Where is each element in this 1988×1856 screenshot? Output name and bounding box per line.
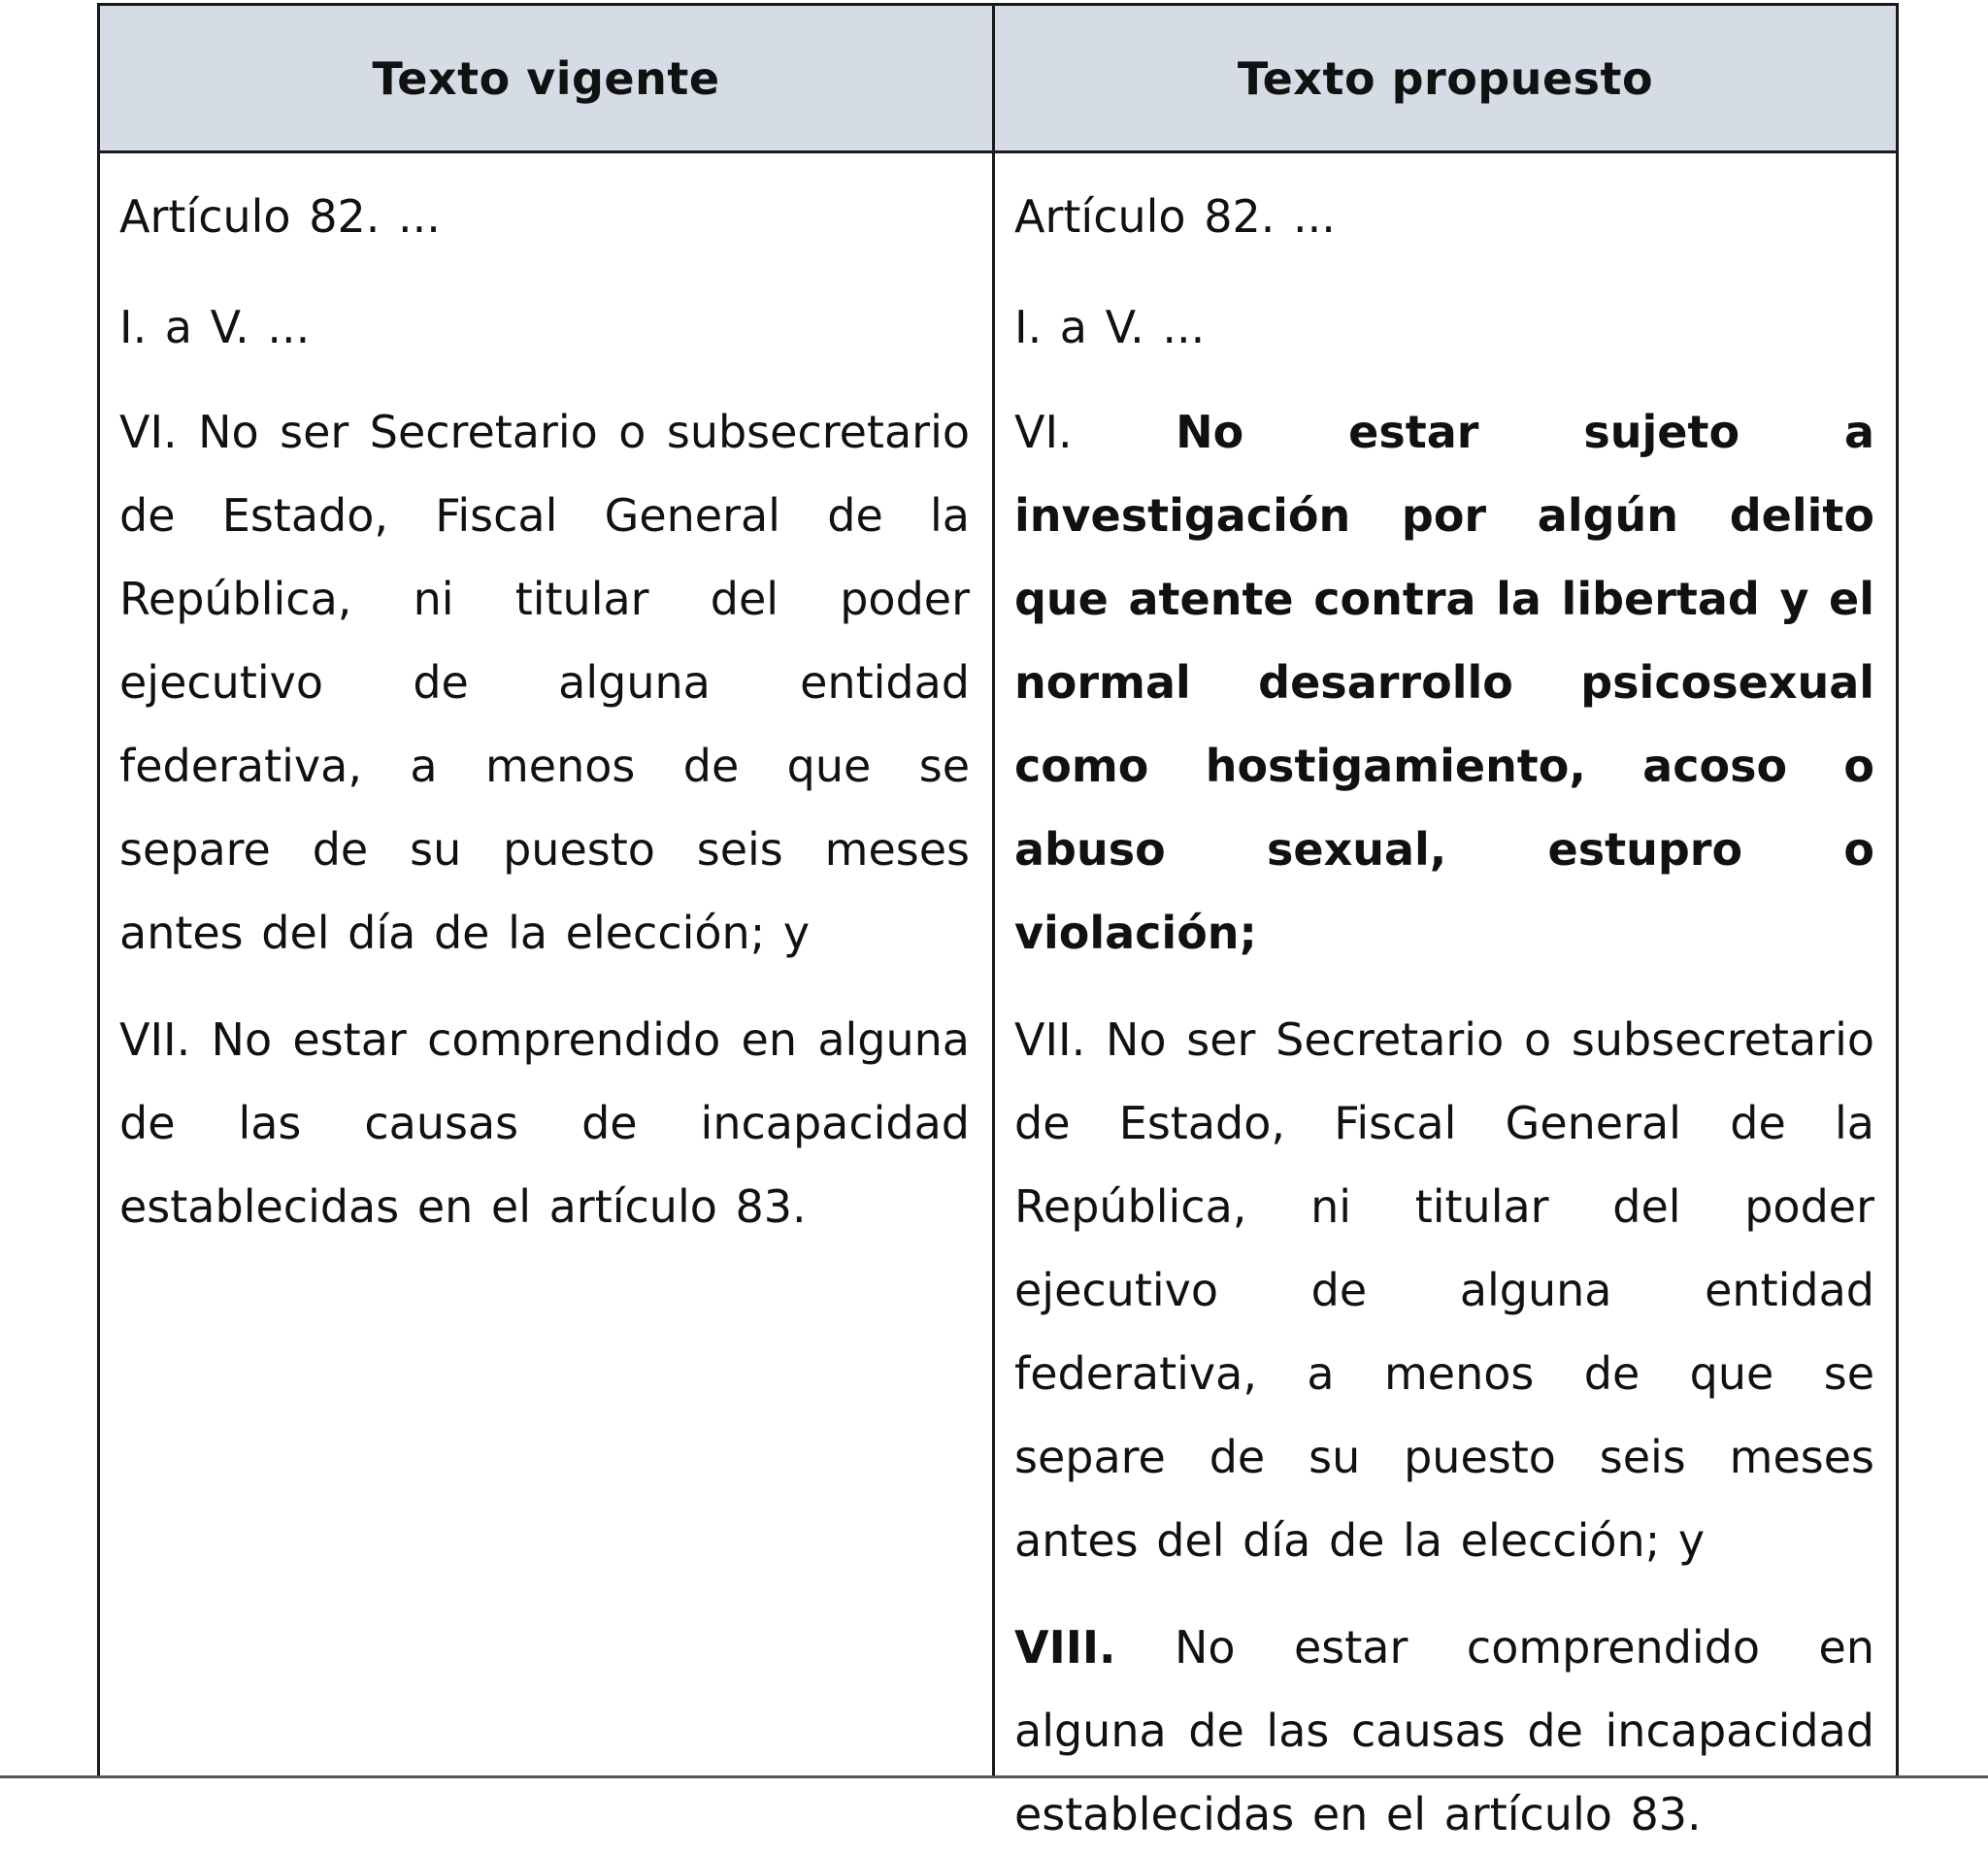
proposed-article: Artículo 82. ...: [1014, 190, 1336, 243]
proposed-fraction-viii-number: VIII.: [1014, 1621, 1116, 1674]
header-proposed-text: Texto propuesto: [1237, 51, 1654, 105]
proposed-fraction-vi-text: No estar sujeto a investigación por algún delito que atente contra la libertad y el normal desarrollo psicosexual como hostigamiento, acoso o abuso sexual, estupro o violación;: [1014, 406, 1874, 959]
current-text-cell: [119, 153, 970, 1248]
current-article: Artículo 82. ...: [119, 190, 441, 243]
proposed-fraction-vii: VII. No ser Secretario o subsecretario de Estado, Fiscal General de la República, ni titular del poder ejecutivo de alguna entidad federativa, a menos de que se separe de su puesto seis meses antes del día de la elección; y: [1014, 1013, 1874, 1567]
comparison-table: [97, 3, 1899, 1840]
proposed-fraction-viii-text: No estar comprendido en alguna de las causas de incapacidad establecidas en el artículo 83.: [1014, 1621, 1874, 1840]
proposed-fraction-vi: [1014, 390, 1874, 975]
proposed-text-cell: [1014, 153, 1874, 1856]
column-divider: [992, 6, 995, 1778]
proposed-fraction-vi-number: VI.: [1014, 406, 1073, 458]
current-fractions-range: I. a V. ...: [119, 301, 311, 353]
current-fraction-vi: VI. No ser Secretario o subsecretario de Estado, Fiscal General de la República, ni titular del poder ejecutivo de alguna entidad federativa, a menos de que se separe de su puesto seis meses antes del día de la elección; y: [119, 406, 970, 959]
current-fraction-vii: VII. No estar comprendido en alguna de las causas de incapacidad establecidas en el artículo 83.: [119, 1013, 970, 1233]
header-current-text: Texto vigente: [372, 51, 720, 105]
proposed-fraction-viii: [1014, 1606, 1874, 1856]
proposed-fractions-range: I. a V. ...: [1014, 301, 1206, 353]
